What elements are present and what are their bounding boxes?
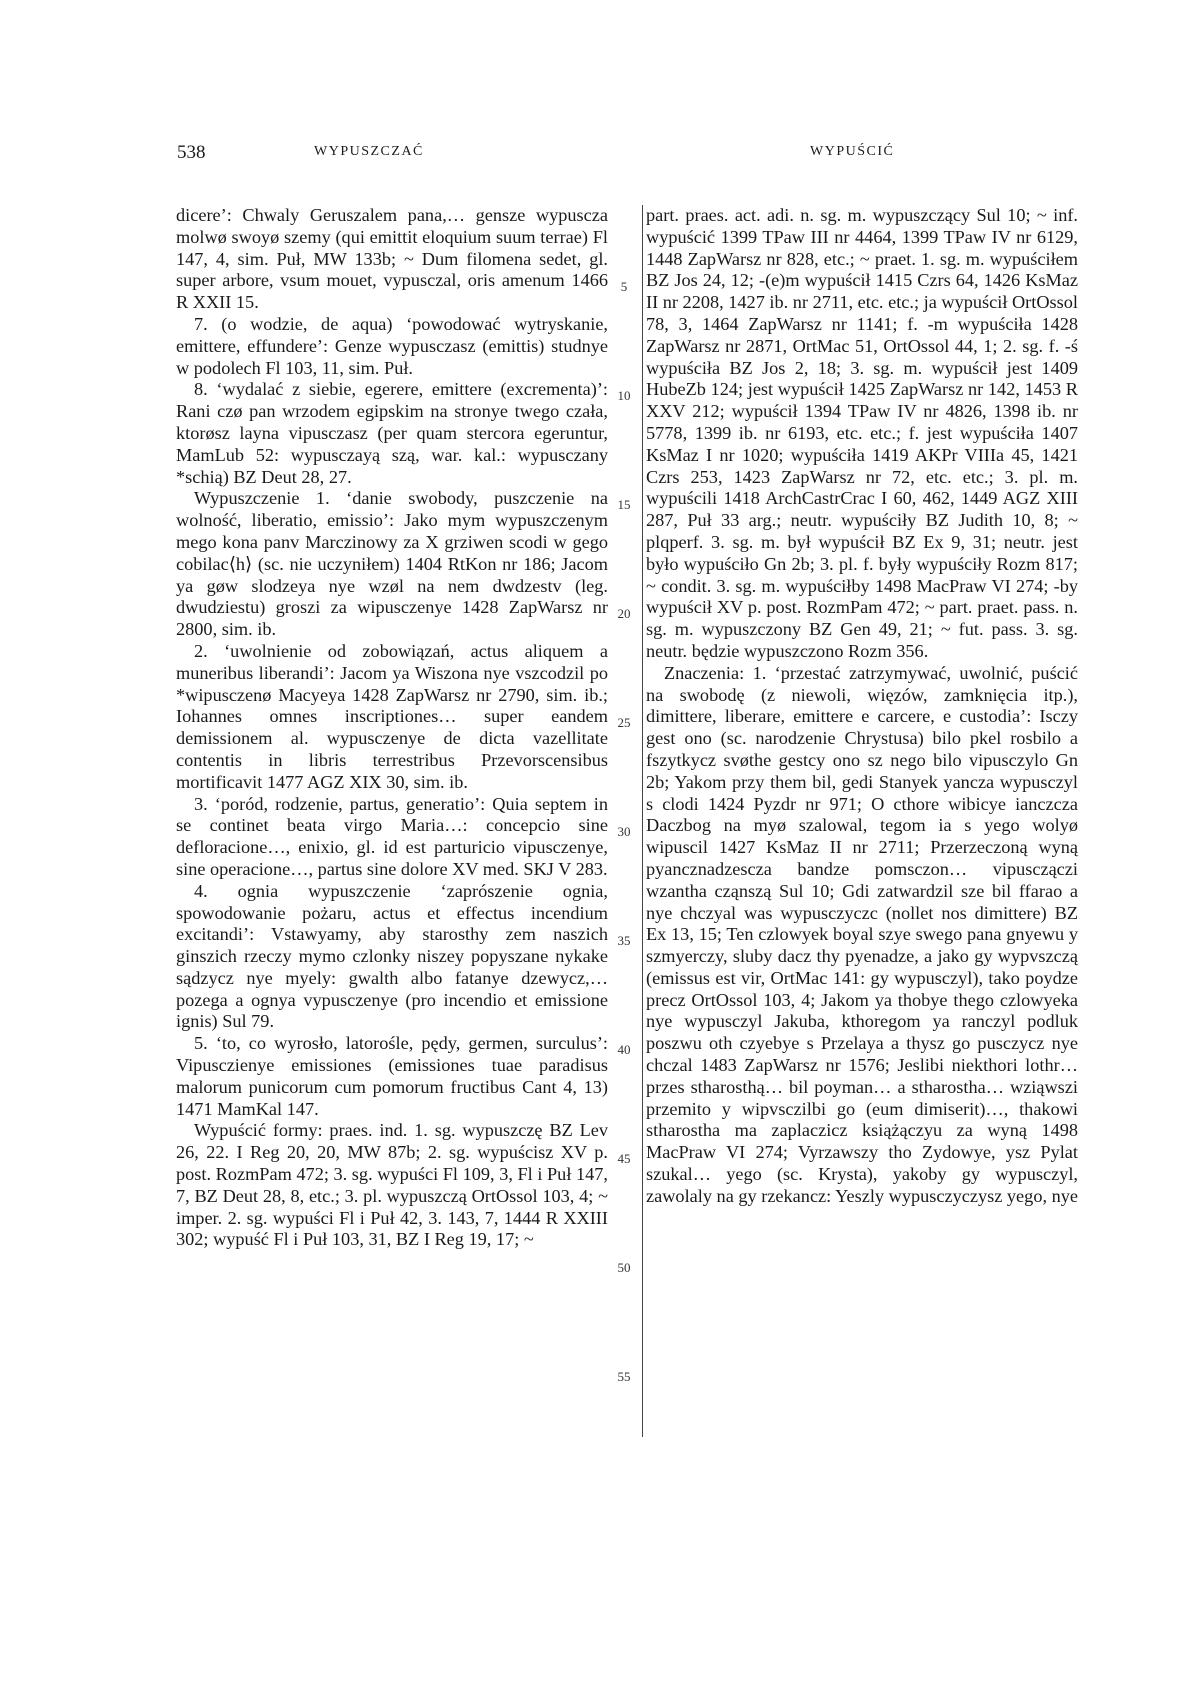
wypuszczenie-sense-3: 3. ‘poród, rodzenie, partus, generatio’: Quia septem in se continet beata virgo Maria…: concepcio sine defloracione…, enixio, gl. id est parturicio vipusczenye, sine operacione…, partus sine dolore XV med. SKJ V 283. xyxy=(176,793,608,879)
right-column xyxy=(646,205,1078,1208)
line-number: 50 xyxy=(617,1260,631,1275)
line-number: 15 xyxy=(617,497,631,512)
line-number: 20 xyxy=(617,606,631,621)
meanings-section: Znaczenia: 1. ‘przestać zatrzymywać, uwolnić, puścić na swobodę (z niewoli, więzów, zamknięcia itp.), dimittere, liberare, emittere e carcere, e custodia’: Isczy gest ono (sc. narodzenie Chrystusa) bilo pkel rosbilo a fszytkycz svøthe gestcy ono sz nego bilo vipusczylo Gn 2b; Yakom przy them bil, gedi Stanyek yancza wypusczyl s clodi 1424 Pyzdr nr 971; O cthore wibicye ianczcza Daczbog na myø szalowal, tegom ia s yego wolyø wipuscil 1427 KsMaz II nr 2711; Przerzeczoną wyną pyancznadzescza bandze pomsczon… vipusczączi wzantha cząnszą Sul 10; Gdi zatwardzil sze bil ffarao a nye chczyal was wypusczyczc (nollet nos dimittere) BZ Ex 13, 15; Ten czlowyek boyal szye swego pana gnyewu y szmyerczy, sluby dacz thy pyenadze, a jako gy wypvszczą (emissus est vir, OrtMac 141: gy wypusczyl), tako poydze precz OrtOssol 103, 4; Jakom ya thobye thego czlowyeka nye wypusczyl Jakuba, kthoregom ya ranczyl podluk poszwu oth czyebye s Przelaya a thysz go pusczycz nye chczal 1483 ZapWarsz nr 1576; Jeslibi niekthori lothr… przes stharosthą… bil poyman… a stharostha… wziąwszi przemito y wipvsczilbi go (eum dimiserit)…, thakowi stharostha ma zaplaczicz książączyu za wyną 1498 MacPraw VI 274; Vyrzawszy tho Zydowye, ysz Pylat szukal… yego (sc. Krysta), yakoby gy wypusczyl, zawolaly na gy rzekancz: Yeszly wypusczyczysz yego, nye xyxy=(646,662,1078,1206)
page-header xyxy=(0,142,1177,172)
paragraph-continuation: dicere’: Chwaly Geruszalem pana,… gensze wypuscza molwø swoyø szemy (qui emittit eloquium suum terrae) Fl 147, 4, sim. Puł, MW 133b; ~ Dum filomena sedet, gl. super arbore, vsum mouet, vypusczal, oris amenum 1466 R XXII 15. xyxy=(176,205,608,313)
forms-continuation: part. praes. act. adi. n. sg. m. wypuszczący Sul 10; ~ inf. wypuścić 1399 TPaw III nr 4464, 1399 TPaw IV nr 6129, 1448 ZapWarsz nr 828, etc.; ~ praet. 1. sg. m. wypuściłem BZ Jos 24, 12; -(e)m wypuścił 1415 Czrs 64, 1426 KsMaz II nr 2208, 1427 ib. nr 2711, etc. etc.; ja wypuścił OrtOssol 78, 3, 1464 ZapWarsz nr 1141; f. -m wypuściła 1428 ZapWarsz nr 2871, OrtMac 51, OrtOssol 44, 1; 2. sg. f. -ś wypuściła BZ Jos 2, 18; 3. sg. m. wypuścił jest 1409 HubeZb 124; jest wypuścił 1425 ZapWarsz nr 142, 1453 R XXV 212; wypuścił 1394 TPaw IV nr 4826, 1398 ib. nr 5778, 1399 ib. nr 6193, etc. etc.; f. jest wypuściła 1407 KsMaz I nr 1020; wypuściła 1419 AKPr VIIIa 45, 1421 Czrs 253, 1423 ZapWarsz nr 72, etc. etc.; 3. pl. m. wypuścili 1418 ArchCastrCrac I 60, 462, 1449 AGZ XIII 287, Puł 33 arg.; neutr. wypuściły BZ Judith 10, 8; ~ plqperf. 3. sg. m. był wypuścił BZ Ex 9, 31; neutr. jest było wypuściło Gn 2b; 3. pl. f. były wypuściły Rozm 817; ~ condit. 3. sg. m. wypuściłby 1498 MacPraw VI 274; -by wypuścił XV p. post. RozmPam 472; ~ part. praet. pass. n. sg. m. wypuszczony BZ Gen 49, 21; ~ fut. pass. 3. sg. neutr. będzie wypuszczono Rozm 356. xyxy=(646,205,1078,661)
line-number: 40 xyxy=(617,1042,631,1057)
left-column xyxy=(176,205,608,1251)
running-headword-right: WYPUŚCIĆ xyxy=(810,144,895,159)
line-number: 55 xyxy=(617,1369,631,1384)
line-number: 25 xyxy=(617,715,631,730)
column-divider xyxy=(642,205,643,1437)
line-number: 45 xyxy=(617,1151,631,1166)
page-number: 538 xyxy=(177,142,206,163)
wypuszczenie-sense-2: 2. ‘uwolnienie od zobowiązań, actus aliquem a muneribus liberandi’: Jacom ya Wiszona nye vszcodzil po *wipusczenø Macyeya 1428 ZapWarsz nr 2790, sim. ib.; Iohannes omnes inscriptiones… super eandem demissionem al. wypusczenye de dicta vazellitate contentis in libris terrestribus Przevorscensibus mortificavit 1477 AGZ XIX 30, sim. ib. xyxy=(176,640,608,792)
entry-wypuszczenie: Wypuszczenie 1. ‘danie swobody, puszczenie na wolność, liberatio, emissio’: Jako mym wypuszczenym mego kona panv Marczinowy za X grziwen scodi w gego cobilac⟨h⟩ (sc. nie uczyniłem) 1404 RtKon nr 186; Jacom ya gøw slodzeya nye wzøl na nem dwdzestv (leg. dwudziestu) groszi za wipusczenye 1428 ZapWarsz nr 2800, sim. ib. xyxy=(176,488,608,640)
line-number: 30 xyxy=(617,824,631,839)
line-number: 35 xyxy=(617,933,631,948)
wypuszczenie-sense-5: 5. ‘to, co wyrosło, latorośle, pędy, germen, surculus’: Vipusczienye emissiones (emissiones tuae paradisus malorum punicorum cum pomorum fructibus Cant 4, 13) 1471 MamKal 147. xyxy=(176,1033,608,1119)
entry-wypuscic-forms: Wypuścić formy: praes. ind. 1. sg. wypuszczę BZ Lev 26, 22. I Reg 20, 20, MW 87b; 2. sg. wypuścisz XV p. post. RozmPam 472; 3. sg. wypuści Fl 109, 3, Fl i Puł 147, 7, BZ Deut 28, 8, etc.; 3. pl. wypuszczą OrtOssol 103, 4; ~ imper. 2. sg. wypuści Fl i Puł 42, 3. 143, 7, 1444 R XXIII 302; wypuść Fl i Puł 103, 31, BZ I Reg 19, 17; ~ xyxy=(176,1120,608,1250)
sense-7: 7. (o wodzie, de aqua) ‘powodować wytryskanie, emittere, effundere’: Genze wypusczasz (emittis) studnye w podolech Fl 103, 11, sim. Puł. xyxy=(176,313,608,378)
sense-8: 8. ‘wydalać z siebie, egerere, emittere (excrementa)’: Rani czø pan wrzodem egipskim na stronye twego czała, ktorøsz layna vipusczasz (per quam stercora egeruntur, MamLub 52: wypusczayą szą, war. kal.: wypusczany *schią) BZ Deut 28, 27. xyxy=(176,379,608,487)
wypuszczenie-sense-4: 4. ognia wypuszczenie ‘zaprószenie ognia, spowodowanie pożaru, actus et effectus incendium excitandi’: Vstawyamy, aby starosthy zem naszich ginszich rzeczy mymo czlonky niszey popyszane nykake sądzycz nye myely: gwalth albo fatanye dzewycz,… pozega a ognya vypusczenye (pro incendio et emissione ignis) Sul 79. xyxy=(176,880,608,1032)
running-headword-left: WYPUSZCZAĆ xyxy=(314,144,424,159)
line-number: 5 xyxy=(620,279,628,294)
line-number: 10 xyxy=(617,388,631,403)
